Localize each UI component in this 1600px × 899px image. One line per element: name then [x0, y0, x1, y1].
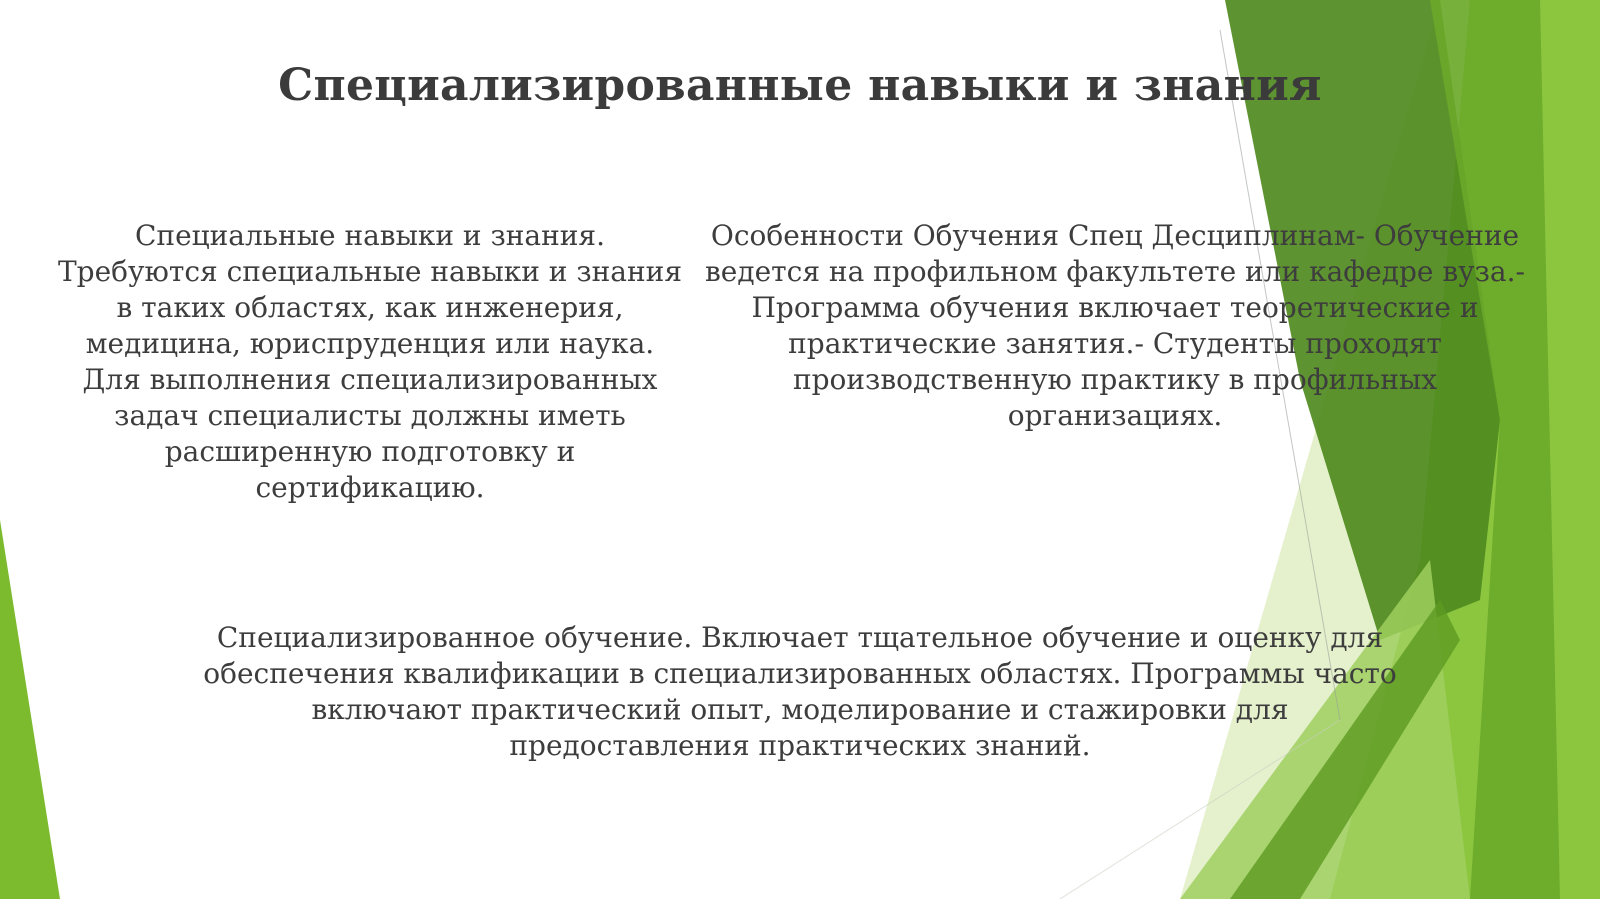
left-green-wedge [0, 520, 60, 899]
specialized-training-text: Специализированное обучение. Включает тщательное обучение и оценку для обеспечения квалификации в специализированных областях. Программы часто включают практический опыт, моделирование и стажировки для предоставления практических знаний. [203, 621, 1397, 762]
slide-title: Специализированные навыки и знания [278, 60, 1322, 111]
special-skills-text: Специальные навыки и знания. Требуются специальные навыки и знания в таких областях, как инженерия, медицина, юриспруденция или наука. Для выполнения специализированных задач специалисты должны иметь расширенную подготовку и сертификацию. [58, 219, 682, 504]
training-features-text: Особенности Обучения Спец Десциплинам- Обучение ведется на профильном факультете или кафедре вуза.- Программа обучения включает теоретические и практические занятия.- Студенты проходят производственную практику в профильных организациях. [705, 219, 1525, 432]
